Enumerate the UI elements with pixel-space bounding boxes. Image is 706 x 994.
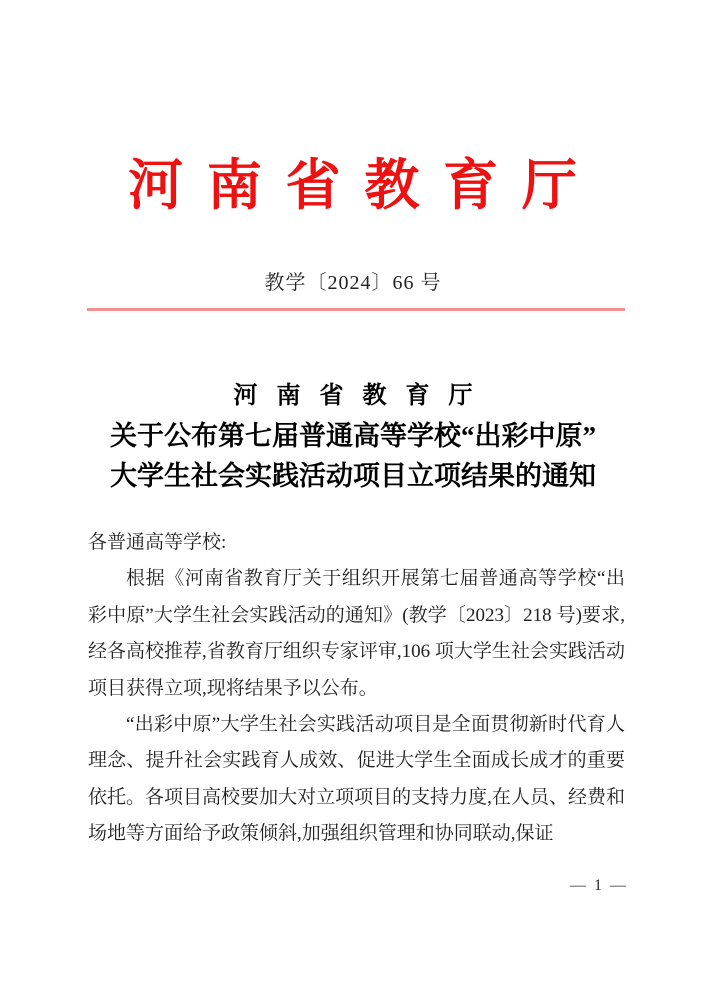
doc-number: 教学〔2024〕66 号 (264, 272, 442, 294)
notice-title-line-2: 关于公布第七届普通高等学校“出彩中原” (110, 421, 596, 451)
red-divider-line (87, 308, 625, 311)
letterhead-title: 河 南 省 教 育 厅 (128, 155, 578, 216)
page-number: — 1 — (570, 877, 628, 894)
notice-title (0, 376, 706, 496)
notice-title-line-1: 河 南 省 教 育 厅 (233, 383, 473, 409)
notice-body (88, 525, 625, 853)
notice-title-line-3: 大学生社会实践活动项目立项结果的通知 (110, 461, 596, 491)
salutation: 各普通高等学校: (88, 532, 227, 553)
body-paragraph-2: “出彩中原”大学生社会实践活动项目是全面贯彻新时代育人理念、提升社会实践育人成效、促进大学生全面成长成才的重要依托。各项目高校要加大对立项项目的支持力度,在人员、经费和场地等方面给予政策倾斜,加强组织管理和协同联动,保证 (88, 714, 625, 845)
body-paragraph-1: 根据《河南省教育厅关于组织开展第七届普通高等学校“出彩中原”大学生社会实践活动的通知》(教学〔2023〕218 号)要求,经各高校推荐,省教育厅组织专家评审,106 项大学生社会实践活动项目获得立项,现将结果予以公布。 (88, 568, 625, 699)
